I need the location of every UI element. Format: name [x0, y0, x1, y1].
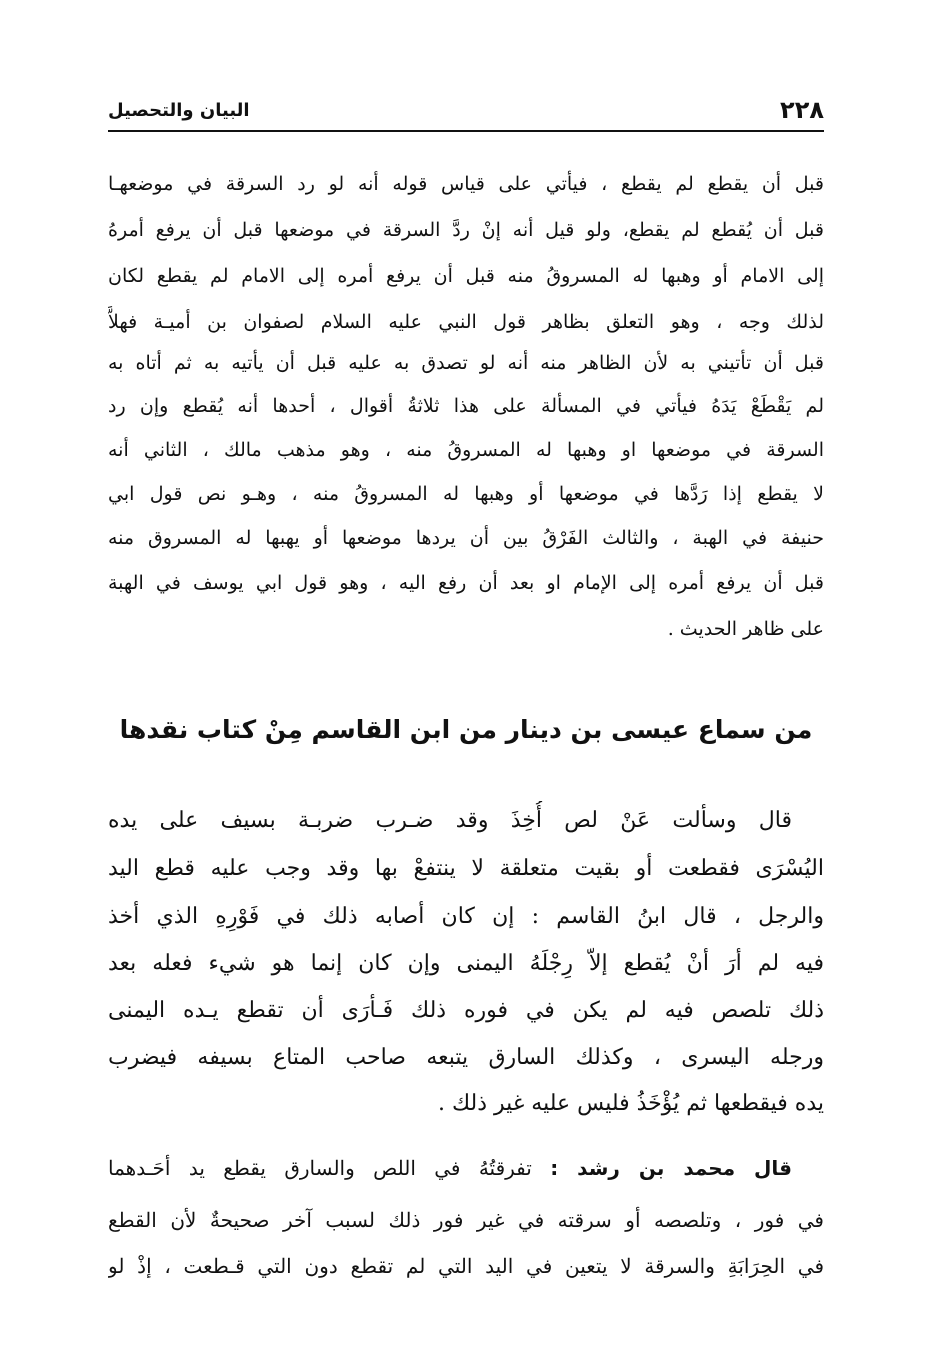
section-heading: من سماع عيسى بن دينار من ابن القاسم مِنْ كتاب نقدها	[119, 715, 813, 744]
text-line: والرجل ، قال ابنُ القاسم : إن كان أصابه ذلك في فَوْرِهِ الذي أخذ	[108, 904, 824, 929]
text-line: لذلك وجه ، وهو التعلق بظاهر قول النبي عليه السلام لصفوان بن أميـة فهلاَّ	[108, 311, 824, 333]
text-line: لم يَقْطَعْ يَدَهُ فيأتي في المسألة على هذا ثلاثةُ أقوال ، أحدها أنه يُقطع وإن رد	[108, 395, 824, 417]
text-line: ذلك تلصص فيه لم يكن في فوره ذلك فَـأرَى أن تقطع يـده اليمنى	[108, 998, 824, 1023]
text-line: فيه لم أرَ أنْ يُقطع إلاّ رِجْلَهُ اليمنى وإن كان إنما هو شيء فعله بعد	[108, 951, 824, 976]
text-line: السرقة في موضعها او وهبها له المسروقُ منه ، وهو مذهب مالك ، الثاني أنه	[108, 439, 824, 461]
page-number: ٢٢٨	[780, 96, 824, 124]
text-line: قبل أن يرفع أمره إلى الإمام او بعد أن رفع اليه ، وهو قول ابي يوسف في الهبة	[108, 572, 824, 594]
text-line: قبل أن تأتيني به لأن الظاهر منه أنه لو تصدق به عليه قبل أن يأتيه به ثم أتاه به	[108, 352, 824, 374]
text-line: حنيفة في الهبة ، والثالث الفَرْقُ بين أن يردها موضعها أو يهبها له المسروق منه	[108, 527, 824, 549]
text-line	[108, 1150, 824, 1186]
text-line: يده فيقطعها ثم يُؤْخَذُ فليس عليه غير ذلك .	[438, 1091, 824, 1116]
text-fragment: تفرقتُهُ في اللص والسارق يقطع يد أحَـدهما	[108, 1156, 551, 1180]
text-line: إلى الامام أو وهبها له المسروقُ منه قبل أن يرفع أمره إلى الامام لم يقطع لكان	[108, 265, 824, 287]
page-header	[108, 94, 824, 132]
text-line: قبل أن يقطع لم يقطع ، فيأتي على قياس قوله أنه لو رد السرقة في موضعهـا	[108, 173, 824, 195]
speaker-label: قال محمد بن رشد :	[550, 1156, 792, 1180]
running-title: البيان والتحصيل	[108, 100, 250, 121]
text-line: في فور ، وتلصصه أو سرقته في غير فور ذلك لسبب آخر صحيحةٌ لأن القطع	[108, 1208, 824, 1232]
text-line: على ظاهر الحديث .	[667, 618, 824, 640]
text-line: قال وسألت عَنْ لص أُخِذَ وقد ضـرب ضربـة بسيف على يده	[108, 808, 792, 833]
text-line: اليُسْرَى فقطعت أو بقيت متعلقة لا ينتفعْ بها وقد وجب عليه قطع اليد	[108, 856, 824, 881]
text-line: ورجله اليسرى ، وكذلك السارق يتبعه صاحب المتاع بسيفه فيضرب	[108, 1045, 824, 1070]
text-line: لا يقطع إذا رَدَّها في موضعها أو وهبها له المسروقُ منه ، وهـو نص قول ابي	[108, 483, 824, 505]
text-line: في الحِرَابَةِ والسرقة لا يتعين في اليد التي لم تقطع دون التي قـطعت ، إذْ لو	[108, 1254, 824, 1278]
text-line: قبل أن يُقطع لم يقطع، ولو قيل أنه إنْ ردَّ السرقة في موضعها قبل أن يرفع أمرهُ	[108, 219, 824, 241]
